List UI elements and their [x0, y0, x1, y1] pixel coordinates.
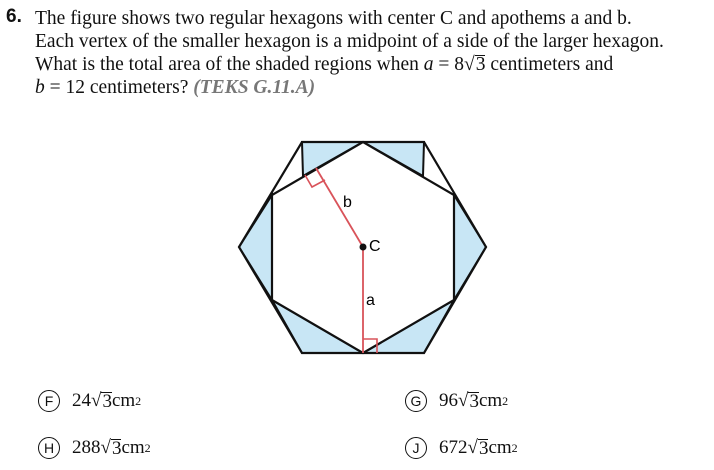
question-line-1: The figure shows two regular hexagons with center C and apothems a and b.: [35, 8, 632, 29]
choice-j[interactable]: J 672 √ 3 cm 2: [405, 437, 518, 459]
label-a: a: [366, 292, 375, 309]
label-c: C: [369, 238, 381, 255]
teks-code: (TEKS G.11.A): [193, 77, 316, 98]
question-line-3: What is the total area of the shaded regions when a = 8√3 centimeters and: [35, 54, 614, 75]
choice-h[interactable]: H 288 √ 3 cm 2: [38, 437, 151, 459]
hexagon-figure: [230, 130, 495, 365]
choice-f[interactable]: F 24 √ 3 cm 2: [38, 390, 141, 412]
question-number: 6.: [6, 6, 22, 27]
bubble-h[interactable]: H: [38, 437, 60, 459]
bubble-f[interactable]: F: [38, 390, 60, 412]
center-point: [360, 244, 367, 251]
question-line-2: Each vertex of the smaller hexagon is a midpoint of a side of the larger hexagon.: [35, 31, 664, 52]
question-text: [35, 7, 705, 99]
label-b: b: [343, 194, 352, 211]
bubble-j[interactable]: J: [405, 437, 427, 459]
choice-g[interactable]: G 96 √ 3 cm 2: [405, 390, 508, 412]
question-line-4: b = 12 centimeters? (TEKS G.11.A): [35, 77, 316, 98]
bubble-g[interactable]: G: [405, 390, 427, 412]
